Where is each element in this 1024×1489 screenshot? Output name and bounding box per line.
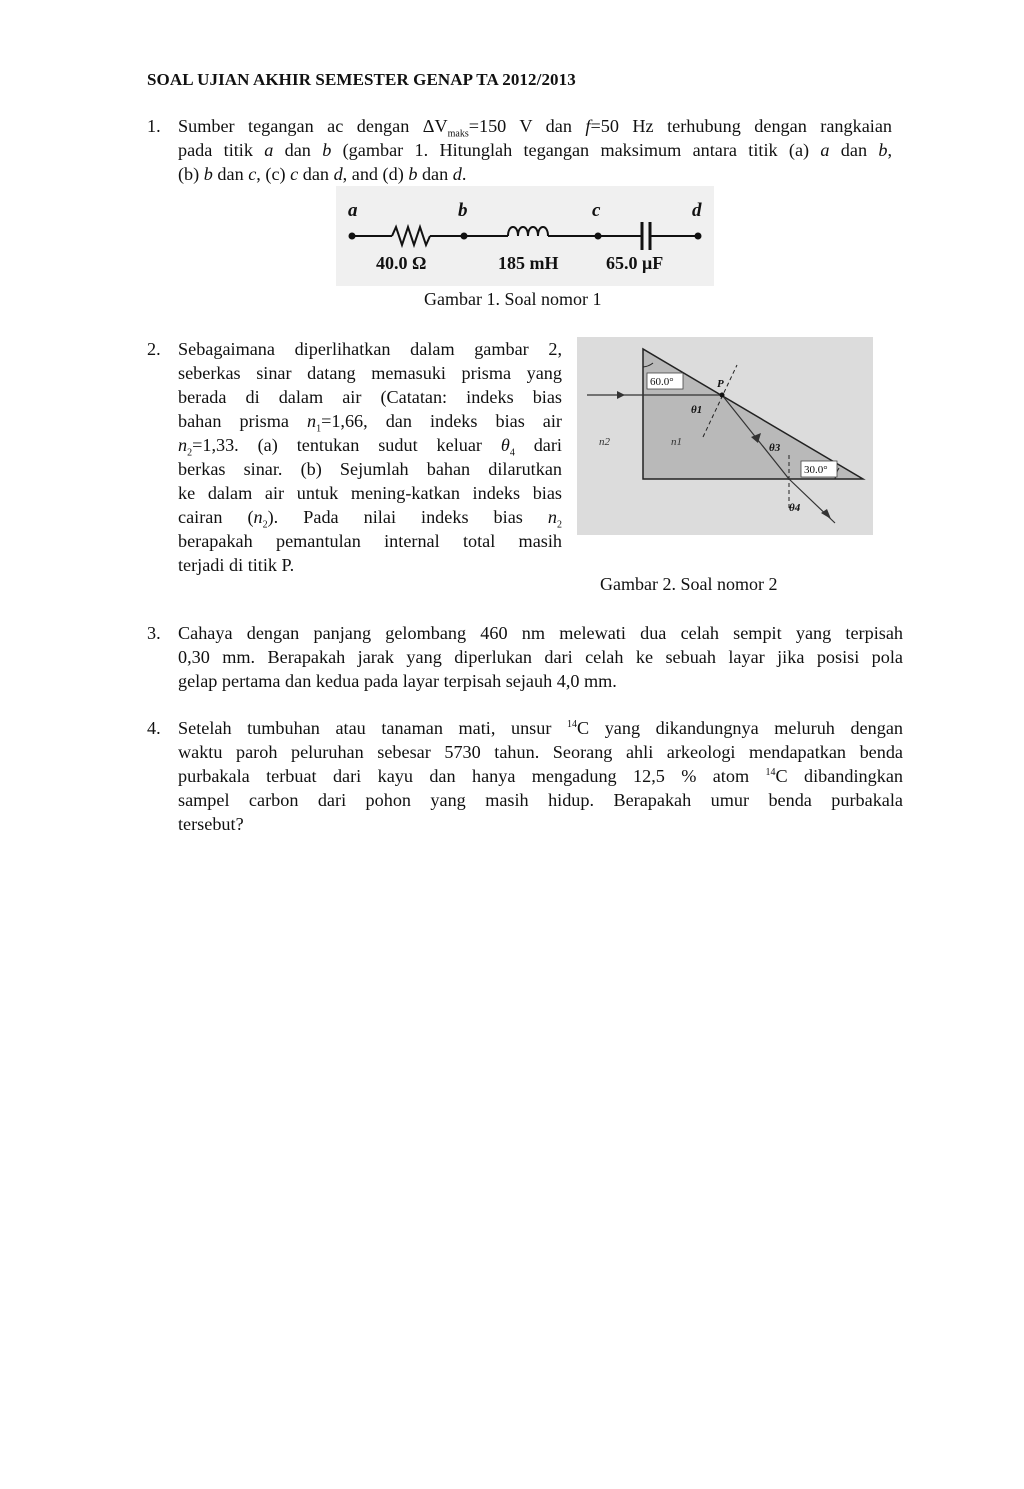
question-1-line-3: (b) b dan c, (c) c dan d, and (d) b dan d.: [178, 164, 467, 184]
question-number: 3.: [147, 623, 161, 643]
circuit-diagram: [336, 186, 714, 286]
node-dot-a: [349, 233, 356, 240]
figure-1-caption: Gambar 1. Soal nomor 1: [424, 289, 602, 309]
figure-2-caption: Gambar 2. Soal nomor 2: [600, 574, 778, 594]
node-dot-c: [595, 233, 602, 240]
point-p-dot: [720, 393, 725, 398]
question-4-line-4: sampel carbon dari pohon yang masih hidup. Berapakah umur benda purbakala: [178, 790, 903, 810]
prism-diagram: [577, 337, 873, 535]
inductor-symbol: [508, 227, 548, 236]
question-2-line-4: bahan prisma $n_1=1,66$, dan indeks bias air: [178, 411, 562, 435]
node-label-a: a: [348, 200, 358, 221]
question-4-line-1: Setelah tumbuhan atau tanaman mati, unsur $^{14}$C yang dikandungnya meluruh dengan: [178, 718, 903, 738]
node-dot-b: [461, 233, 468, 240]
question-2-line-8: cairan $(n_2)$. Pada nilai indeks bias $n_2$: [178, 507, 562, 531]
question-3-line-2: 0,30 mm. Berapakah jarak yang diperlukan dari celah ke sebuah layar jika posisi pola: [178, 647, 903, 667]
inductor-value: 185 mH: [498, 253, 559, 273]
question-number: 2.: [147, 339, 161, 359]
node-dot-d: [695, 233, 702, 240]
question-2-line-3: berada di dalam air (Catatan: indeks bias: [178, 387, 562, 407]
question-4-line-2: waktu paroh peluruhan sebesar 5730 tahun. Seorang ahli arkeologi mendapatkan benda: [178, 742, 903, 762]
theta1-label: θ1: [691, 404, 703, 416]
question-number: 1.: [147, 116, 161, 136]
question-2-line-2: seberkas sinar datang memasuki prisma yang: [178, 363, 562, 383]
n1-label: n1: [671, 436, 682, 448]
prism-figure: [577, 337, 873, 535]
node-label-b: b: [458, 200, 468, 221]
capacitor-value: 65.0 μF: [606, 253, 664, 273]
ray-arrow: [617, 391, 625, 399]
question-2-line-10: terjadi di titik P.: [178, 555, 295, 575]
angle-bottom-label: 30.0°: [804, 464, 828, 476]
question-3: [147, 621, 903, 695]
question-2-line-9: berapakah pemantulan internal total masih: [178, 531, 562, 551]
question-4-line-5: tersebut?: [178, 814, 244, 834]
question-4-line-3: purbakala terbuat dari kayu dan hanya mengadung 12,5 % atom $^{14}$C dibandingkan: [178, 766, 903, 786]
node-label-c: c: [592, 200, 601, 221]
circuit-figure: [336, 186, 714, 286]
angle-top-label: 60.0°: [650, 376, 674, 388]
resistor-symbol: [392, 227, 430, 245]
question-1-line-1: Sumber tegangan ac dengan $\Delta V_{maks}=150$ V dan f=50 Hz terhubung dengan rangkaian: [178, 116, 892, 140]
question-1: [147, 114, 892, 188]
question-2: [147, 337, 562, 577]
resistor-value: 40.0 Ω: [376, 253, 427, 273]
question-2-line-6: berkas sinar. (b) Sejumlah bahan dilarutkan: [178, 459, 562, 479]
prism-shape: [643, 349, 863, 479]
question-4: [147, 716, 903, 838]
n2-label: n2: [599, 436, 610, 448]
theta3-label: θ3: [769, 442, 781, 454]
node-label-d: d: [692, 200, 702, 221]
point-p-label: P: [717, 378, 724, 390]
question-1-line-2: pada titik a dan b (gambar 1. Hitunglah tegangan maksimum antara titik (a) a dan b,: [178, 140, 893, 160]
theta4-label: θ4: [789, 502, 801, 514]
question-3-line-1: Cahaya dengan panjang gelombang 460 nm melewati dua celah sempit yang terpisah: [178, 623, 903, 643]
question-2-line-5: $n_2=1,33$. (a) tentukan sudut keluar $\theta_4$ dari: [178, 435, 562, 459]
question-2-line-7: ke dalam air untuk mening-katkan indeks bias: [178, 483, 562, 503]
question-number: 4.: [147, 718, 161, 738]
question-3-line-3: gelap pertama dan kedua pada layar terpisah sejauh 4,0 mm.: [178, 671, 617, 691]
question-2-line-1: Sebagaimana diperlihatkan dalam gambar 2,: [178, 339, 562, 359]
exam-title: SOAL UJIAN AKHIR SEMESTER GENAP TA 2012/2013: [147, 70, 576, 89]
